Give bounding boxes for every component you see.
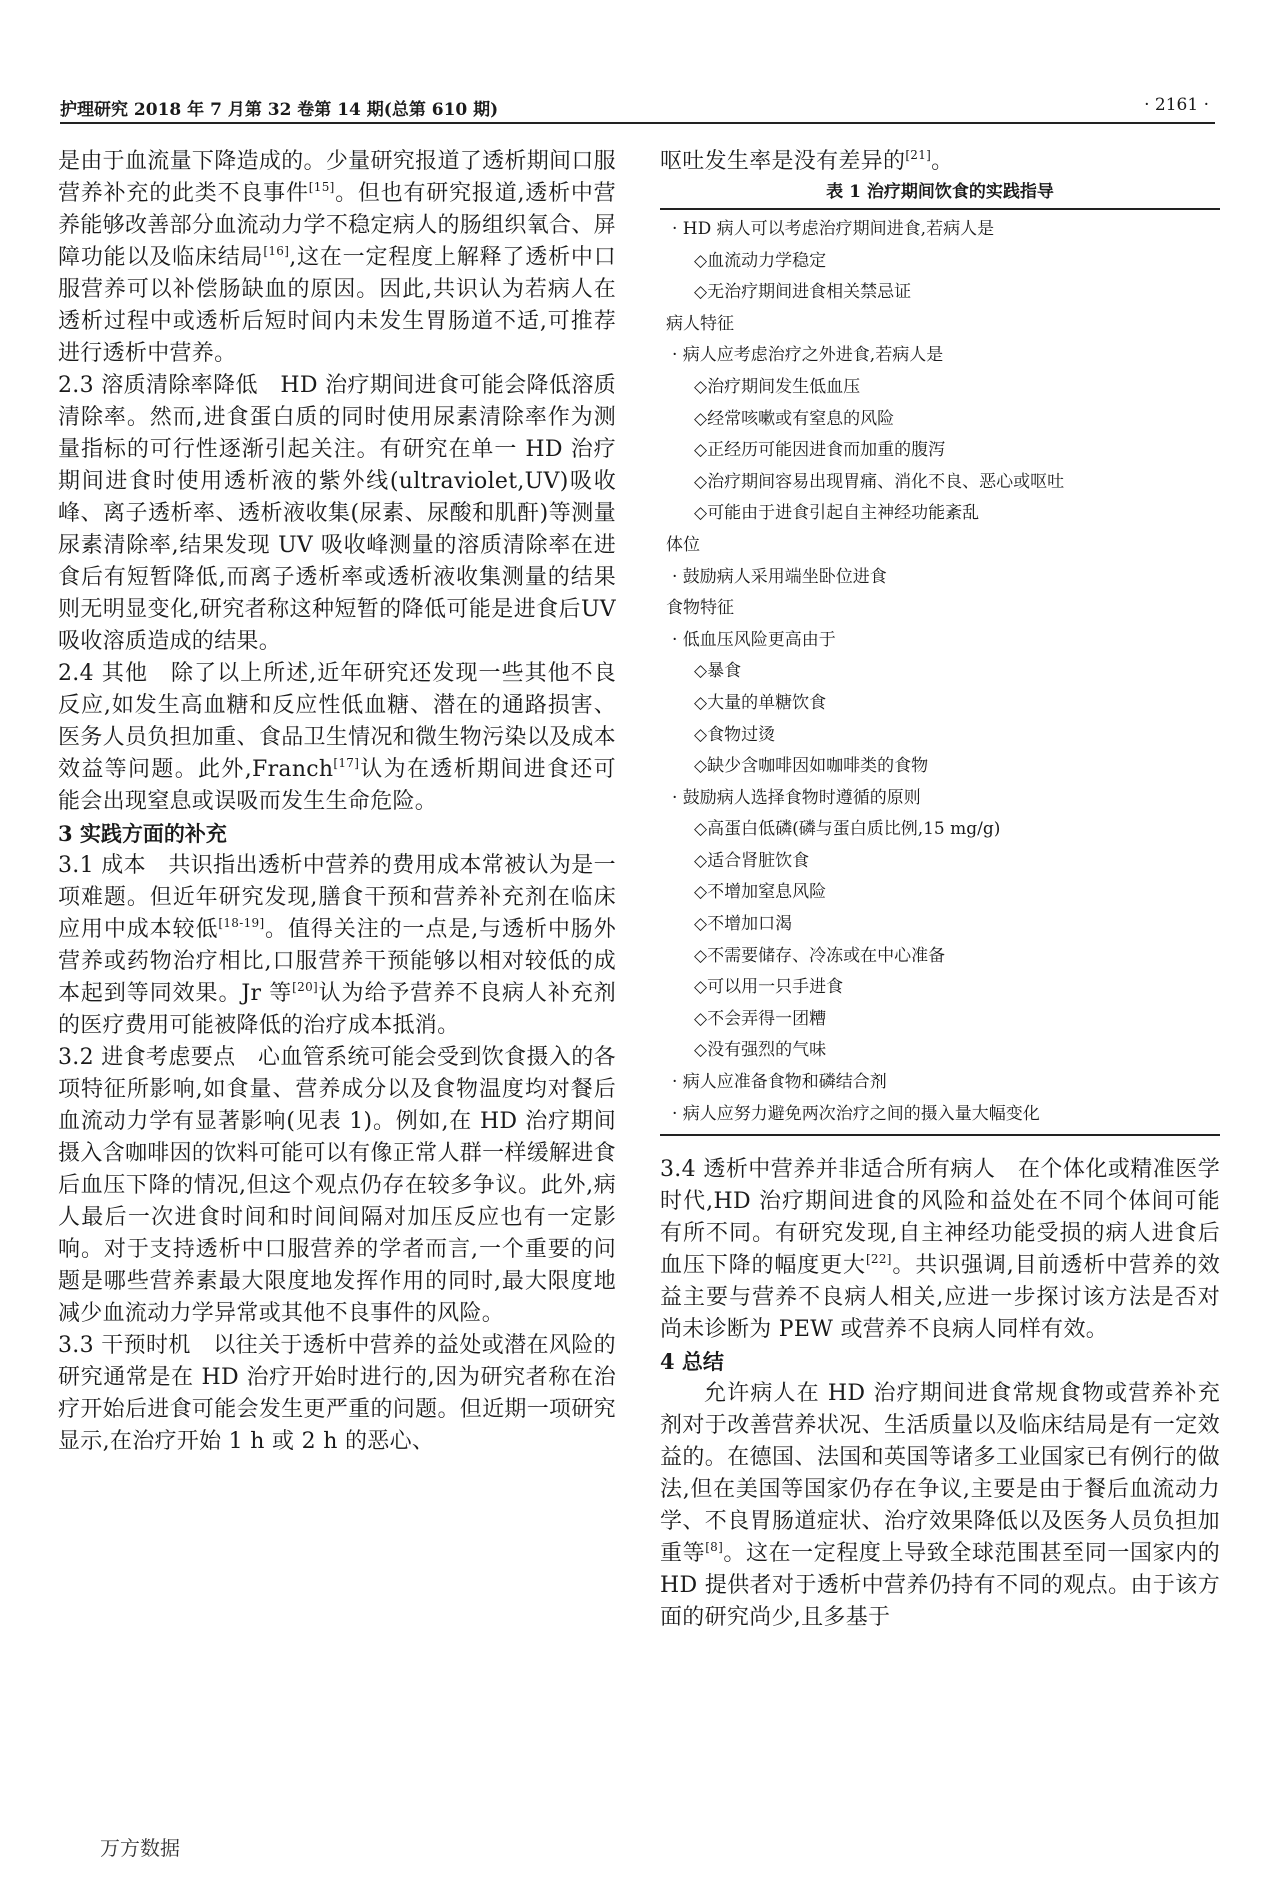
paragraph-intro: 是由于血流量下降造成的。少量研究报道了透析期间口服营养补充的此类不良事件[15]。但也有研究报道,透析中营养能够改善部分血流动力学不稳定病人的肠组织氧合、屏障功能以及临床结局[16],这在一定程度上解释了透析中口服营养可以补偿肠缺血的原因。因此,共识认为若病人在透析过程中或透析后短时间内未发生胃肠道不适,可推荐进行透析中营养。 [58,149,617,366]
section-heading-4: 4 总结 [660,1349,724,1375]
citation-ref: [22] [865,1252,892,1267]
table-row: ◇可以用一只手进食 [694,977,844,998]
header-rule [60,122,1215,124]
table-category: 病人特征 [666,313,734,334]
table-row: ◇不增加窒息风险 [694,882,827,903]
section-3-4: 3.4 透析中营养并非适合所有病人 在个体化或精准医学时代,HD 治疗期间进食的风险和益处在不同个体间可能有所不同。有研究发现,自主神经功能受损的病人进食后血压下降的幅度更大[22]。共识强调,目前透析中营养的效益主要与营养不良病人相关,应进一步探讨该方法是否对尚未诊断为 PEW 或营养不良病人同样有效。 [660,1157,1220,1343]
paragraph-continued: 呕吐发生率是没有差异的[21]。 [660,148,954,174]
right-column [660,146,1220,1634]
table-row: ◇不需要储存、冷冻或在中心准备 [694,945,946,966]
section-3-3: 3.3 干预时机 以往关于透析中营养的益处或潜在风险的研究通常是在 HD 治疗开始时进行的,因为研究者称在治疗开始后进食可能会发生更严重的问题。但近期一项研究显示,在治疗开始 1 h 或 2 h 的恶心、 [58,1333,616,1454]
table-row: ◇无治疗期间进食相关禁忌证 [694,282,912,303]
table-row: ◇缺少含咖啡因如咖啡类的食物 [694,756,929,777]
table-row: ◇不会弄得一团糟 [694,1008,827,1029]
section-2-3: 2.3 溶质清除率降低 HD 治疗期间进食可能会降低溶质清除率。然而,进食蛋白质的同时使用尿素清除率作为测量指标的可行性逐渐引起关注。有研究在单一 HD 治疗期间进食时使用透析液的紫外线(ultraviolet,UV)吸收峰、离子透析率、透析液收集(尿素、尿酸和肌酐)等测量尿素清除率,结果发现 UV 吸收峰测量的溶质清除率在进食后有短暂降低,而离子透析率或透析液收集测量的结果则无明显变化,研究者称这种短暂的降低可能是进食后UV吸收溶质造成的结果。 [58,373,616,654]
table-row: · 病人应准备食物和磷结合剂 [672,1072,887,1093]
table-row: ◇正经历可能因进食而加重的腹泻 [694,440,946,461]
citation-ref: [20] [292,980,318,994]
section-heading: 3.2 进食考虑要点 [58,1045,236,1070]
citation-ref: [18-19] [218,916,265,930]
table-row: ◇治疗期间发生低血压 [694,376,861,397]
table-row: ◇高蛋白低磷(磷与蛋白质比例,15 mg/g) [694,819,1001,840]
table-row: ◇血流动力学稳定 [694,250,827,271]
table-row: ◇经常咳嗽或有窒息的风险 [694,408,895,429]
table-row: · HD 病人可以考虑治疗期间进食,若病人是 [672,219,995,239]
page-number: · 2161 · [1144,95,1209,115]
table-row: · 病人应考虑治疗之外进食,若病人是 [672,345,944,366]
citation-ref: [16] [263,244,290,258]
section-heading: 2.4 其他 [58,661,148,686]
table-row: ◇适合肾脏饮食 [694,850,810,871]
section-2-4: 2.4 其他 除了以上所述,近年研究还发现一些其他不良反应,如发生高血糖和反应性低血糖、潜在的通路损害、医务人员负担加重、食品卫生情况和微生物污染以及成本效益等问题。此外,Franch[17]认为在透析期间进食还可能会出现窒息或误吸而发生生命危险。 [58,661,617,814]
table-row: ◇不增加口渴 [694,914,793,935]
running-header [60,95,1215,123]
summary-paragraph: 允许病人在 HD 治疗期间进食常规食物或营养补充剂对于改善营养状况、生活质量以及临床结局是有一定效益的。在德国、法国和英国等诸多工业国家已有例行的做法,但在美国等国家仍存在争议,主要是由于餐后血流动力学、不良胃肠道症状、治疗效果降低以及医务人员负担加重等[8]。这在一定程度上导致全球范围甚至同一国家内的 HD 提供者对于透析中营养仍持有不同的观点。由于该方面的研究尚少,且多基于 [660,1381,1220,1631]
table-title: 表 1 治疗期间饮食的实践指导 [826,182,1054,202]
watermark-footer: 万方数据 [100,1836,180,1860]
citation-ref: [17] [333,756,360,770]
table-row: · 鼓励病人采用端坐卧位进食 [672,566,887,587]
left-column [58,146,616,1458]
citation-ref: [15] [308,180,335,194]
table-row: · 低血压风险更高由于 [672,629,836,650]
table-row: · 鼓励病人选择食物时遵循的原则 [672,787,921,808]
citation-ref: [8] [705,1540,724,1555]
section-3-2: 3.2 进食考虑要点 心血管系统可能会受到饮食摄入的各项特征所影响,如食量、营养成分以及食物温度均对餐后血流动力学有显著影响(见表 1)。例如,在 HD 治疗期间摄入含咖啡因的饮料可能可以有像正常人群一样缓解进食后血压下降的情况,但这个观点仍存在较多争议。此外,病人最后一次进食时间和时间间隔对加压反应也有一定影响。对于支持透析中口服营养的学者而言,一个重要的问题是哪些营养素最大限度地发挥作用的同时,最大限度地减少血流动力学异常或其他不良事件的风险。 [58,1045,616,1326]
table-row: ◇没有强烈的气味 [694,1040,827,1061]
table-row: ◇治疗期间容易出现胃痛、消化不良、恶心或呕吐 [694,471,1065,492]
practice-guide-table [660,208,1220,1136]
section-heading: 3.3 干预时机 [58,1333,191,1358]
table-row: ◇大量的单糖饮食 [694,692,827,713]
citation-ref: [21] [905,148,932,162]
table-category: 食物特征 [666,598,734,619]
section-3-1: 3.1 成本 共识指出透析中营养的费用成本常被认为是一项难题。但近年研究发现,膳食干预和营养补充剂在临床应用中成本较低[18-19]。值得关注的一点是,与透析中肠外营养或药物治疗相比,口服营养干预能够以相对较低的成本起到等同效果。Jr 等[20]认为给予营养不良病人补充剂的医疗费用可能被降低的治疗成本抵消。 [58,853,616,1038]
table-category: 体位 [666,534,700,555]
table-row: ◇食物过烫 [694,724,776,745]
table-row: · 病人应努力避免两次治疗之间的摄入量大幅变化 [672,1103,1040,1124]
table-row: ◇可能由于进食引起自主神经功能紊乱 [694,503,980,524]
table-row: ◇暴食 [694,661,742,682]
section-heading: 2.3 溶质清除率降低 [58,373,258,398]
section-heading: 3.1 成本 [58,853,147,878]
journal-citation: 护理研究 2018 年 7 月第 32 卷第 14 期(总第 610 期) [60,100,499,120]
section-heading: 3.4 透析中营养并非适合所有病人 [660,1157,996,1183]
section-heading-3: 3 实践方面的补充 [58,821,227,846]
